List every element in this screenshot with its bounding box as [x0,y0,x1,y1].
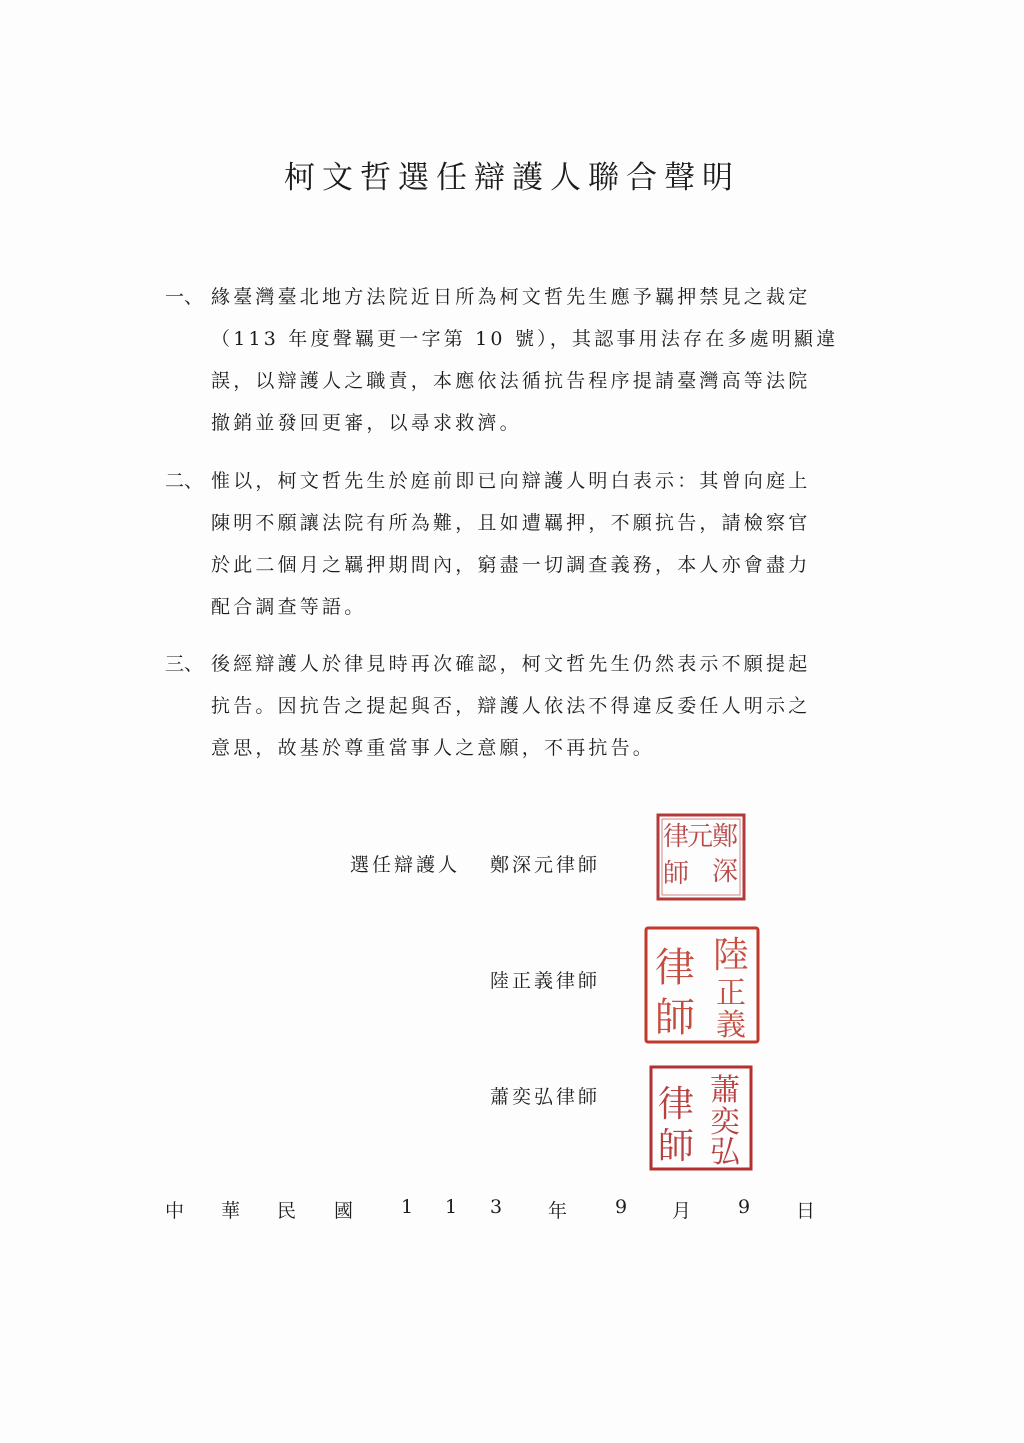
seal-char: 蕭 [710,1073,740,1108]
paragraph-line: 抗告。因抗告之提起與否，辯護人依法不得違反委任人明示之 [211,695,811,717]
seal-char: 正 [716,976,746,1011]
date-char: 月 [672,1200,692,1222]
date-char: 9 [738,1196,751,1218]
seal-char: 律 [662,822,690,852]
document-title: 柯文哲選任辯護人聯合聲明 [284,160,740,196]
date-char: 民 [277,1200,297,1222]
signature-name-3: 蕭奕弘律師 [490,1086,601,1108]
date-char: 國 [334,1200,354,1222]
date-char: 日 [796,1200,816,1222]
document-date [165,1196,825,1224]
seal-char: 深 [711,857,739,887]
paragraph-2 [165,460,855,628]
seal-stamp-1 [655,812,747,902]
paragraph-1 [165,276,855,444]
date-char: 中 [165,1200,185,1222]
seal-char: 師 [655,995,695,1041]
seal-char: 元 [686,822,714,852]
paragraph-line: 意思，故基於尊重當事人之意願，不再抗告。 [211,737,656,759]
seal-char: 陸 [712,935,750,976]
date-char: 1 [401,1196,414,1218]
seal-char: 義 [716,1008,746,1043]
paragraph-line: 誤，以辯護人之職責，本應依法循抗告程序提請臺灣高等法院 [211,370,811,392]
signature-role: 選任辯護人 [350,854,461,876]
date-char: 3 [490,1196,503,1218]
seal-char: 弘 [710,1135,740,1170]
seal-char: 律 [657,1084,695,1125]
paragraph-number: 一、 [165,286,204,308]
seal-stamp-3 [648,1064,754,1172]
paragraph-body [211,460,847,628]
seal-char: 律 [655,945,695,991]
seal-char: 師 [657,1126,695,1167]
paragraph-body [211,276,847,444]
paragraph-line: 於此二個月之羈押期間內，窮盡一切調查義務，本人亦會盡力 [211,554,811,576]
date-char: 9 [615,1196,628,1218]
paragraph-line: 配合調查等語。 [211,596,367,618]
paragraph-line: 惟以，柯文哲先生於庭前即已向辯護人明白表示：其曾向庭上 [211,470,811,492]
seal-char: 鄭 [711,822,739,852]
date-char: 1 [445,1196,458,1218]
paragraph-number: 三、 [165,653,204,675]
paragraph-3 [165,643,855,769]
paragraph-line: 後經辯護人於律見時再次確認，柯文哲先生仍然表示不願提起 [211,653,811,675]
seal-char: 奕 [710,1105,740,1140]
paragraph-line: 陳明不願讓法院有所為難，且如遭羈押，不願抗告，請檢察官 [211,512,811,534]
date-char: 年 [548,1200,568,1222]
paragraph-line: 緣臺灣臺北地方法院近日所為柯文哲先生應予羈押禁見之裁定 [211,286,811,308]
signature-name-1: 鄭深元律師 [490,854,601,876]
date-char: 華 [221,1200,241,1222]
signature-name-2: 陸正義律師 [490,970,601,992]
paragraph-line: 撤銷並發回更審，以尋求救濟。 [211,412,522,434]
paragraph-line: （113 年度聲羈更一字第 10 號），其認事用法存在多處明顯違 [211,328,839,350]
seal-stamp-2 [643,925,761,1045]
paragraph-body [211,643,847,769]
paragraph-number: 二、 [165,470,204,492]
seal-char: 師 [662,859,690,889]
